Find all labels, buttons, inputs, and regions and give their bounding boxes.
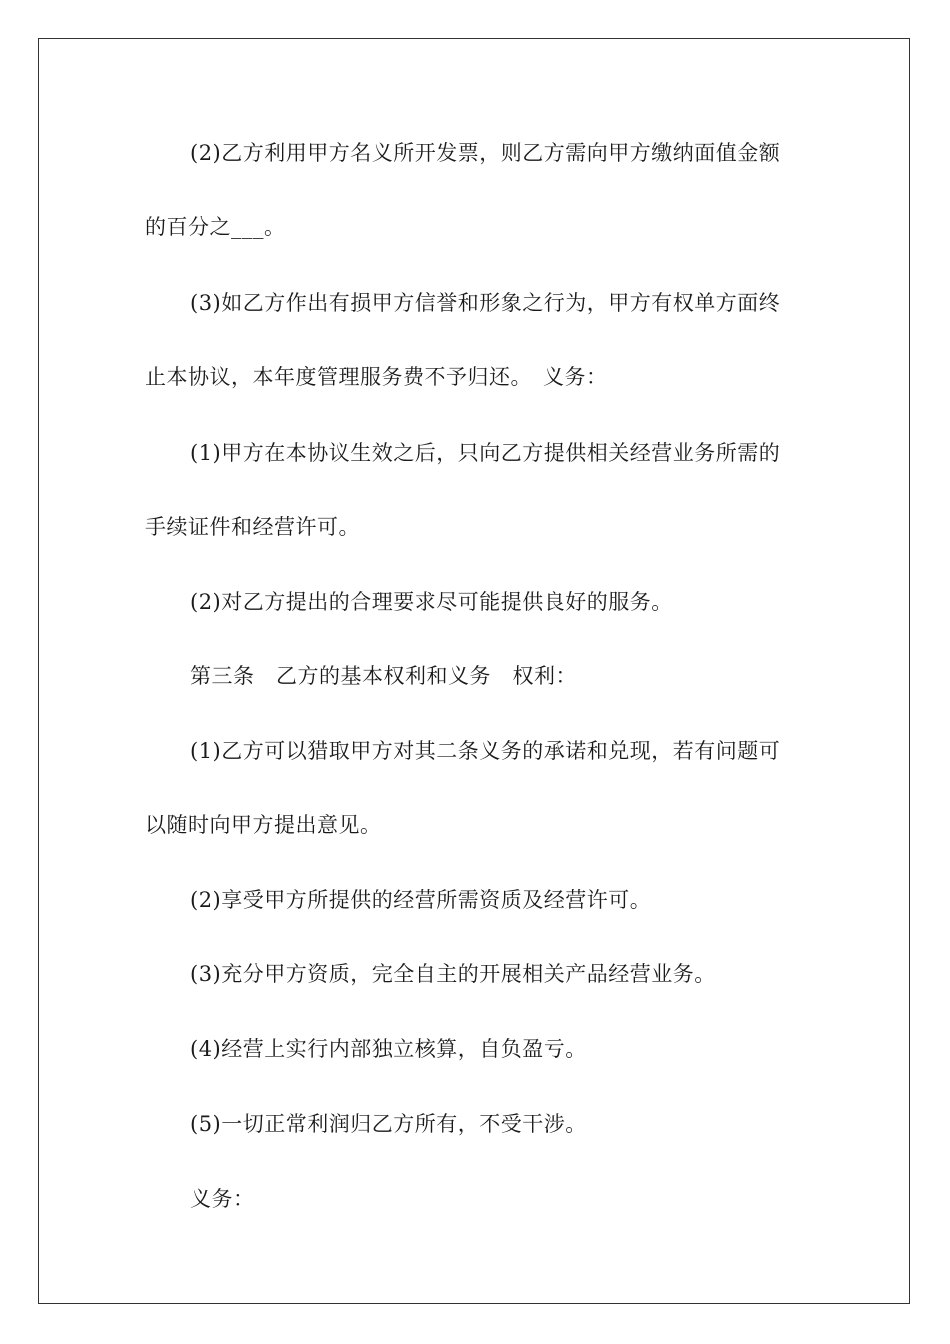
paragraph-line: (5)一切正常利润归乙方所有，不受干涉。 bbox=[190, 1112, 587, 1136]
paragraph-line: (2)乙方利用甲方名义所开发票，则乙方需向甲方缴纳面值金额 bbox=[190, 141, 781, 165]
section-heading: 第三条 乙方的基本权利和义务 权利： bbox=[190, 664, 577, 688]
paragraph-line: (1)甲方在本协议生效之后，只向乙方提供相关经营业务所需的 bbox=[190, 441, 781, 465]
paragraph-line: (3)充分甲方资质，完全自主的开展相关产品经营业务。 bbox=[190, 962, 716, 986]
paragraph-line: (1)乙方可以猎取甲方对其二条义务的承诺和兑现，若有问题可 bbox=[190, 739, 781, 763]
paragraph-line: 义务： bbox=[190, 1187, 255, 1211]
paragraph-line: 止本协议，本年度管理服务费不予归还。 义务： bbox=[145, 365, 608, 389]
paragraph-line: (4)经营上实行内部独立核算，自负盈亏。 bbox=[190, 1037, 587, 1061]
paragraph-line: 的百分之___。 bbox=[145, 215, 286, 239]
paragraph-line: 手续证件和经营许可。 bbox=[145, 515, 360, 539]
paragraph-line: 以随时向甲方提出意见。 bbox=[145, 813, 382, 837]
paragraph-line: (3)如乙方作出有损甲方信誉和形象之行为，甲方有权单方面终 bbox=[190, 291, 781, 315]
paragraph-line: (2)享受甲方所提供的经营所需资质及经营许可。 bbox=[190, 888, 652, 912]
paragraph-line: (2)对乙方提出的合理要求尽可能提供良好的服务。 bbox=[190, 590, 673, 614]
